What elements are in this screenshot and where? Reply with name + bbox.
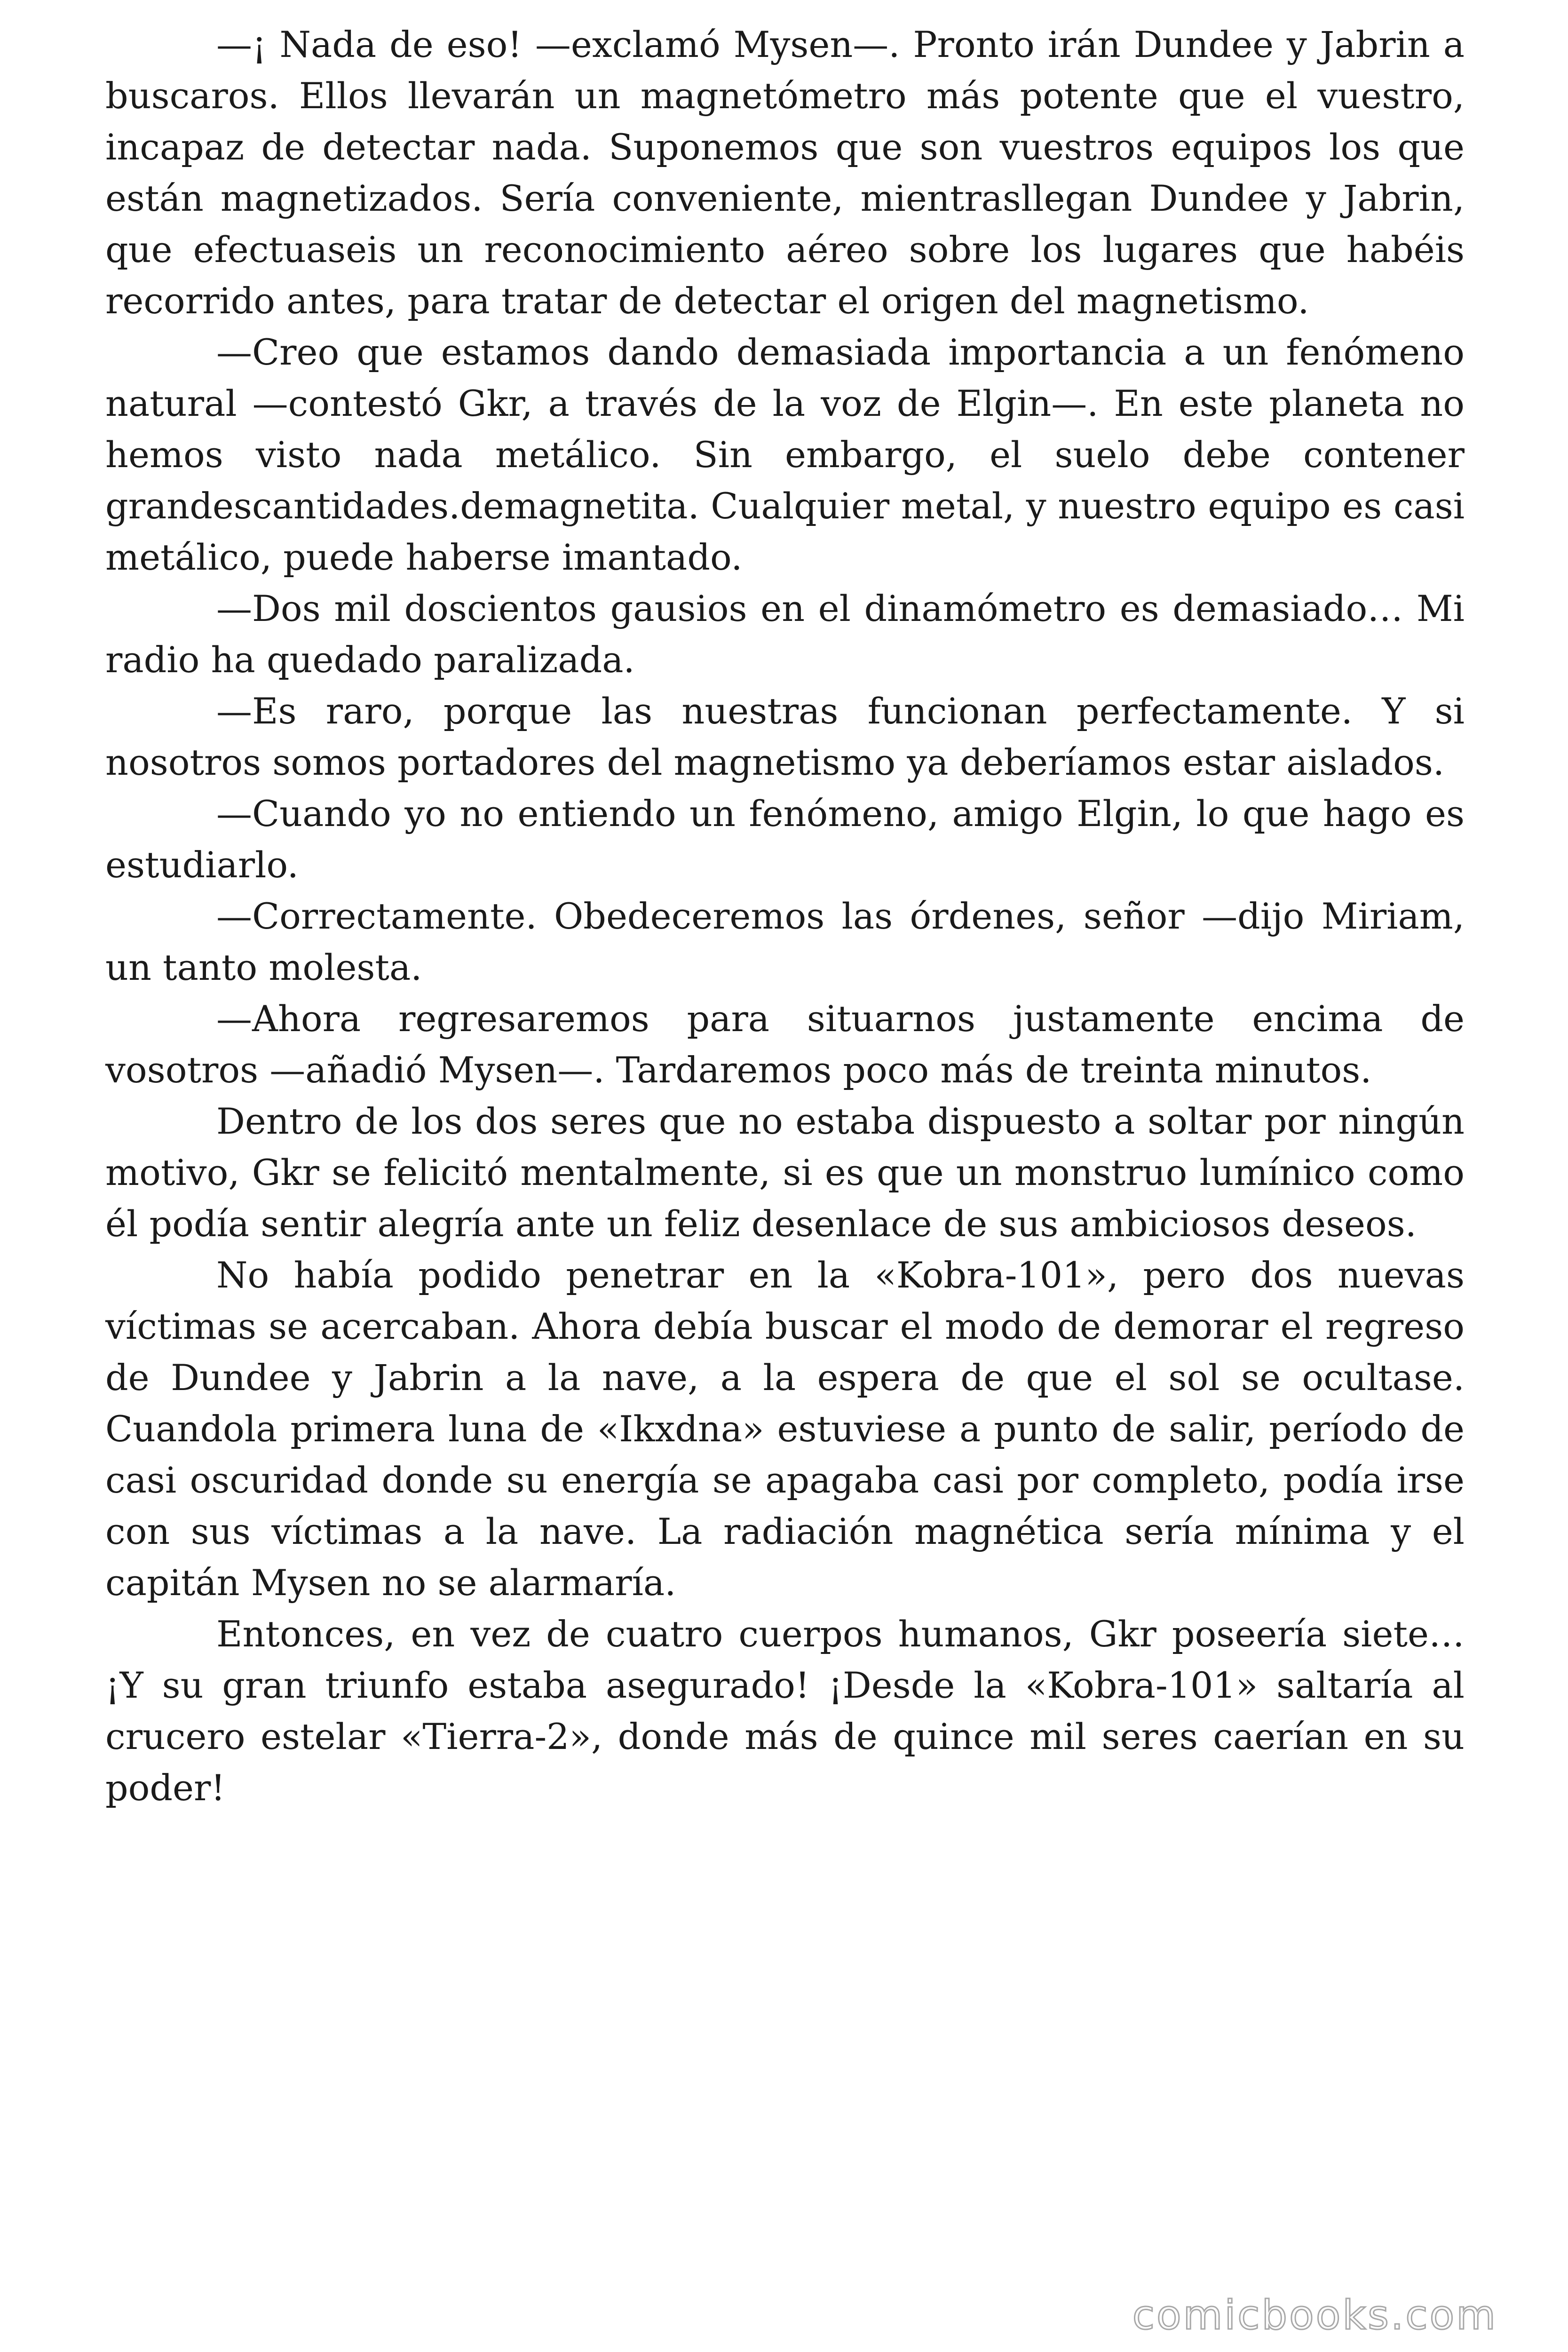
paragraph: Entonces, en vez de cuatro cuerpos humanos, Gkr poseería siete… ¡Y su gran triunfo estaba asegurado! ¡Desde la «Kobra-101» saltaría al crucero estelar «Tierra-2», donde más de quince mil seres caerían en su poder! (105, 1613, 1465, 1809)
paragraph: —Creo que estamos dando demasiada importancia a un fenómeno natural —contestó Gkr, a través de la voz de Elgin—. En este planeta no hemos visto nada metálico. Sin embargo, el suelo debe contener grandescantidades.demagnetita. Cualquier metal, y nuestro equipo es casi metálico, puede haberse imantado. (105, 331, 1465, 578)
paragraph: No había podido penetrar en la «Kobra-101», pero dos nuevas víctimas se acercaban. Ahora debía buscar el modo de demorar el regreso de Dundee y Jabrin a la nave, a la espera de que el sol se ocultase. Cuandola primera luna de «Ikxdna» estuviese a punto de salir, período de casi oscuridad donde su energía se apagaba casi por completo, podía irse con sus víctimas a la nave. La radiación magnética sería mínima y el capitán Mysen no se alarmaría. (105, 1254, 1465, 1604)
paragraph: Dentro de los dos seres que no estaba dispuesto a soltar por ningún motivo, Gkr se felicitó mentalmente, si es que un monstruo lumínico como él podía sentir alegría ante un feliz desenlace de sus ambiciosos deseos. (105, 1100, 1465, 1245)
paragraph: —Cuando yo no entiendo un fenómeno, amigo Elgin, lo que hago es estudiarlo. (105, 793, 1465, 886)
paragraph: —Ahora regresaremos para situarnos justamente encima de vosotros —añadió Mysen—. Tardaremos poco más de treinta minutos. (105, 998, 1465, 1091)
paragraph: —Correctamente. Obedeceremos las órdenes, señor —dijo Miriam, un tanto molesta. (105, 895, 1465, 988)
paragraph: —¡ Nada de eso! —exclamó Mysen—. Pronto irán Dundee y Jabrin a buscaros. Ellos llevarán un magnetómetro más potente que el vuestro, incapaz de detectar nada. Suponemos que son vuestros equipos los que están magnetizados. Sería conveniente, mientrasllegan Dundee y Jabrin, que efectuaseis un reconocimiento aéreo sobre los lugares que habéis recorrido antes, para tratar de detectar el origen del magnetismo. (105, 24, 1465, 322)
paragraph: —Es raro, porque las nuestras funcionan perfectamente. Y si nosotros somos portadores del magnetismo ya deberíamos estar aislados. (105, 690, 1465, 783)
watermark: comicbooks.com (1132, 2292, 1497, 2339)
body-text (105, 19, 1465, 1813)
paragraph: —Dos mil doscientos gausios en el dinamómetro es demasiado… Mi radio ha quedado paralizada. (105, 588, 1465, 681)
